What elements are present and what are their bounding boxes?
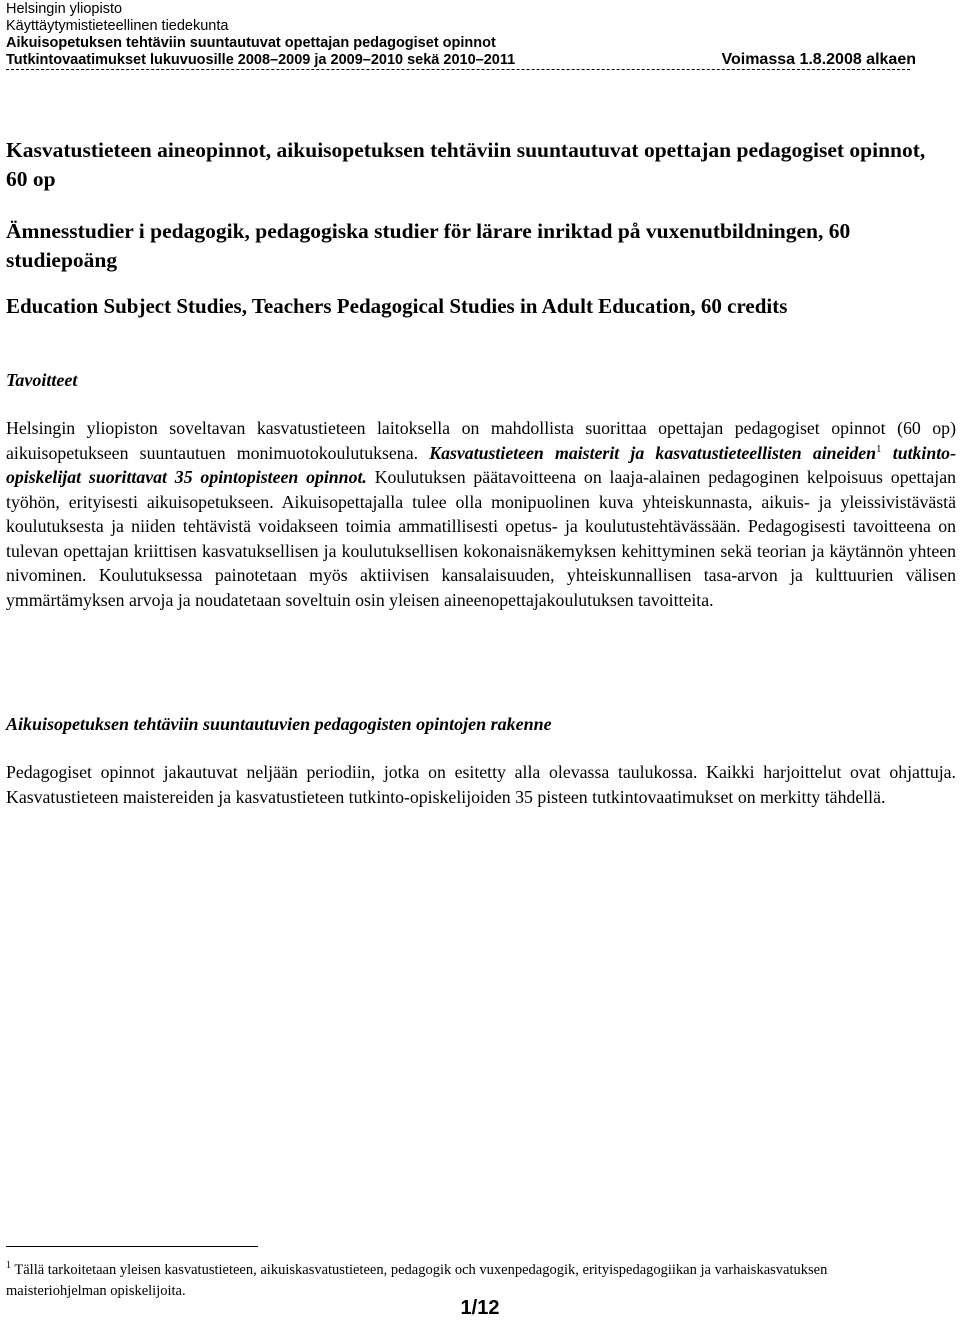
header-requirements: Tutkintovaatimukset lukuvuosille 2008–2009 ja 2009–2010 sekä 2010–2011 — [6, 52, 516, 68]
objectives-intro: Helsingin yliopiston soveltavan kasvatustieteen laitoksella on mahdollista suorittaa opettajan pedagogiset opinnot (60 op) aikuisopetukseen suuntautuen monimuotokoulutuksena. — [6, 418, 956, 463]
header-validity: Voimassa 1.8.2008 alkaen — [721, 51, 916, 68]
footnote-reference: 1 — [876, 442, 882, 455]
structure-heading: Aikuisopetuksen tehtäviin suuntautuvien pedagogisten opintojen rakenne — [6, 714, 552, 734]
title-english: Education Subject Studies, Teachers Pedagogical Studies in Adult Education, 60 credits — [6, 294, 788, 318]
footnote-text: Tällä tarkoitetaan yleisen kasvatustieteen, aikuiskasvatustieteen, pedagogik och vuxenpedagogik, erityispedagogiikan ja varhaiskasvatuksen maisteriohjelman opiskelijoita. — [6, 1261, 828, 1299]
title-finnish: Kasvatustieteen aineopinnot, aikuisopetuksen tehtäviin suuntautuvat opettajan pedagogiset opinnot, 60 op — [6, 138, 926, 191]
footnote-divider — [6, 1246, 258, 1247]
footnote-mark: 1 — [6, 1260, 11, 1271]
objectives-emphasis-a: Kasvatustieteen maisterit ja kasvatustieteellisten aineiden — [429, 442, 877, 463]
header-programme: Aikuisopetuksen tehtäviin suuntautuvat opettajan pedagogiset opinnot — [6, 35, 496, 51]
structure-paragraph: Pedagogiset opinnot jakautuvat neljään periodiin, jotka on esitetty alla olevassa taulukossa. Kaikki harjoittelut ovat ohjattuja. Kasvatustieteen maistereiden ja kasvatustieteen tutkinto-opiskelijoiden 35 pisteen tutkintovaatimukset on merkitty tähdellä. — [6, 762, 956, 807]
header-divider — [6, 69, 910, 70]
header-university: Helsingin yliopisto — [6, 1, 123, 17]
header-faculty: Käyttäytymistieteellinen tiedekunta — [6, 18, 229, 34]
page-number: 1/12 — [460, 1297, 500, 1319]
objectives-emphasis-b: tutkinto-opiskelijat suorittavat 35 opintopisteen opinnot. — [6, 442, 956, 487]
footnote — [6, 1255, 906, 1302]
objectives-heading: Tavoitteet — [6, 370, 78, 390]
objectives-paragraph — [6, 416, 956, 612]
objectives-body: Koulutuksen päätavoitteena on laaja-alainen pedagoginen kelpoisuus opettajan työhön, erityisesti aikuisopetukseen. Aikuisopettajalla tulee olla monipuolinen kuva yhteiskunnasta, aikuis- ja yleissivistävästä koulutuksesta ja niiden tehtävistä voidakseen toimia ammatillisesti opetus- ja koulutustehtävässään. Pedagogisesti tavoitteena on tulevan opettajan kriittisen kasvatuksellisen ja koulutuksellisen kokonaisnäkemyksen kehittyminen sekä teorian ja käytännön yhteen nivominen. Koulutuksessa painotetaan myös aktiivisen kansalaisuuden, yhteiskunnallisen tasa-arvon ja kulttuurien välisen ymmärtämyksen arvoja ja noudatetaan soveltuin osin yleisen aineenopettajakoulutuksen tavoitteita. — [6, 467, 956, 610]
title-swedish: Ämnesstudier i pedagogik, pedagogiska studier för lärare inriktad på vuxenutbildningen, 60 studiepoäng — [6, 219, 851, 272]
